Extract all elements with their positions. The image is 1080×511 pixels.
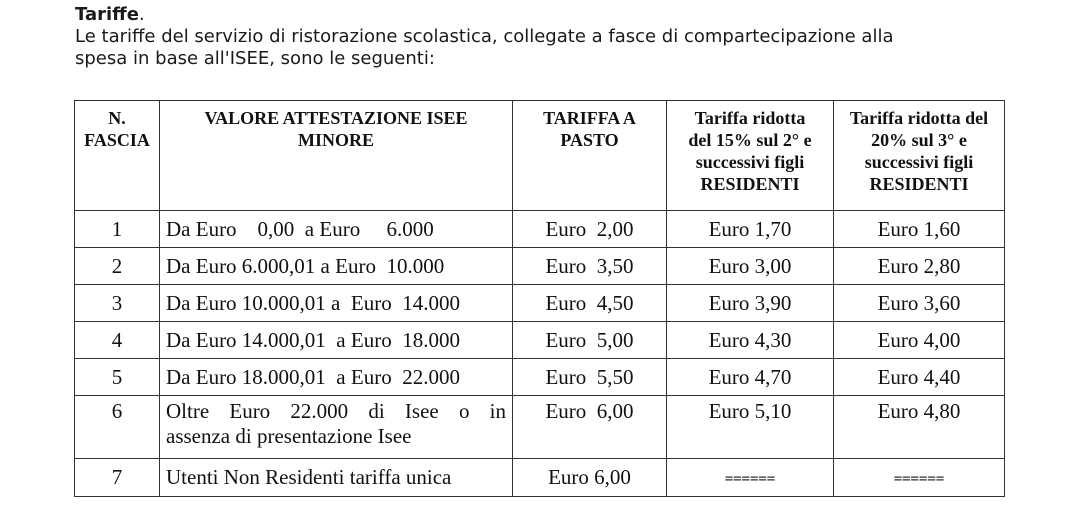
intro-text bbox=[75, 4, 1015, 70]
header-r15-line: RESIDENTI bbox=[700, 174, 800, 194]
header-r20-line: 20% sul 3° e bbox=[871, 130, 967, 150]
cell-valore-text: Da Euro 0,00 a Euro 6.000 bbox=[166, 216, 434, 241]
header-pasto-line: TARIFFA A bbox=[543, 108, 636, 128]
cell-ridotta-20: Euro 2,80 bbox=[834, 248, 1005, 285]
cell-pasto: Euro 6,00 bbox=[513, 396, 667, 459]
cell-ridotta-15: Euro 1,70 bbox=[667, 211, 834, 248]
cell-ridotta-15: Euro 4,70 bbox=[667, 359, 834, 396]
cell-pasto: Euro 5,00 bbox=[513, 322, 667, 359]
cell-valore bbox=[160, 322, 513, 359]
cell-dashes: ====== bbox=[724, 470, 776, 487]
cell-ridotta-20: Euro 4,00 bbox=[834, 322, 1005, 359]
table-row bbox=[75, 459, 1005, 497]
cell-valore bbox=[160, 248, 513, 285]
header-valore-line: VALORE ATTESTAZIONE ISEE bbox=[204, 108, 468, 128]
heading-dot: . bbox=[138, 4, 145, 25]
table-row bbox=[75, 211, 1005, 248]
header-pasto-line: PASTO bbox=[560, 130, 619, 150]
header-ridotta-20 bbox=[834, 101, 1005, 211]
cell-dashes: ====== bbox=[893, 470, 945, 487]
cell-valore-text: Utenti Non Residenti tariffa unica bbox=[166, 465, 452, 489]
cell-ridotta-15: Euro 3,00 bbox=[667, 248, 834, 285]
cell-ridotta-15: Euro 3,90 bbox=[667, 285, 834, 322]
table-header-row bbox=[75, 101, 1005, 211]
header-ridotta-15 bbox=[667, 101, 834, 211]
cell-valore bbox=[160, 211, 513, 248]
header-r20-line: successivi figli bbox=[864, 152, 974, 172]
heading-title: Tariffe bbox=[75, 4, 139, 25]
header-num-fascia bbox=[75, 101, 160, 211]
header-r15-line: del 15% sul 2° e bbox=[688, 130, 812, 150]
table-row bbox=[75, 322, 1005, 359]
header-valore-line: MINORE bbox=[298, 130, 374, 150]
cell-valore bbox=[160, 459, 513, 497]
cell-pasto: Euro 4,50 bbox=[513, 285, 667, 322]
cell-fascia: 5 bbox=[75, 359, 160, 396]
cell-ridotta-15: Euro 4,30 bbox=[667, 322, 834, 359]
cell-valore-text: Da Euro 6.000,01 a Euro 10.000 bbox=[166, 253, 445, 278]
table-row bbox=[75, 248, 1005, 285]
table-row bbox=[75, 359, 1005, 396]
header-r20-line: RESIDENTI bbox=[869, 174, 969, 194]
cell-fascia: 2 bbox=[75, 248, 160, 285]
cell-valore-text: Da Euro 14.000,01 a Euro 18.000 bbox=[166, 327, 460, 352]
intro-heading bbox=[75, 4, 1015, 26]
header-tariffa-pasto bbox=[513, 101, 667, 211]
cell-ridotta-20: Euro 4,80 bbox=[834, 396, 1005, 459]
intro-line-2: spesa in base all'ISEE, sono le seguenti: bbox=[75, 48, 435, 69]
table-row bbox=[75, 396, 1005, 459]
cell-ridotta-20: Euro 4,40 bbox=[834, 359, 1005, 396]
cell-valore-text: Oltre Euro 22.000 di Isee o in bbox=[166, 399, 506, 423]
cell-pasto: Euro 3,50 bbox=[513, 248, 667, 285]
cell-pasto: Euro 5,50 bbox=[513, 359, 667, 396]
cell-valore bbox=[160, 359, 513, 396]
cell-ridotta-15: Euro 5,10 bbox=[667, 396, 834, 459]
cell-ridotta-15 bbox=[667, 459, 834, 497]
cell-ridotta-20 bbox=[834, 459, 1005, 497]
header-num-line: FASCIA bbox=[84, 130, 150, 150]
cell-fascia: 3 bbox=[75, 285, 160, 322]
cell-fascia: 4 bbox=[75, 322, 160, 359]
cell-valore-text: Da Euro 10.000,01 a Euro 14.000 bbox=[166, 290, 460, 315]
header-num-line: N. bbox=[108, 108, 126, 128]
header-r15-line: successivi figli bbox=[695, 152, 805, 172]
cell-pasto: Euro 2,00 bbox=[513, 211, 667, 248]
header-r20-line: Tariffa ridotta del bbox=[849, 108, 989, 128]
header-valore-isee bbox=[160, 101, 513, 211]
cell-ridotta-20: Euro 1,60 bbox=[834, 211, 1005, 248]
cell-pasto: Euro 6,00 bbox=[513, 459, 667, 497]
intro-line-1: Le tariffe del servizio di ristorazione scolastica, collegate a fasce di compartecipazione alla bbox=[75, 26, 894, 47]
cell-valore bbox=[160, 285, 513, 322]
cell-fascia: 1 bbox=[75, 211, 160, 248]
cell-valore-text: assenza di presentazione Isee bbox=[166, 424, 412, 448]
cell-ridotta-20: Euro 3,60 bbox=[834, 285, 1005, 322]
tariffe-table bbox=[74, 100, 1005, 497]
cell-valore-text: Da Euro 18.000,01 a Euro 22.000 bbox=[166, 364, 460, 389]
cell-fascia: 7 bbox=[75, 459, 160, 497]
cell-fascia: 6 bbox=[75, 396, 160, 459]
cell-valore bbox=[160, 396, 513, 459]
header-r15-line: Tariffa ridotta bbox=[694, 108, 806, 128]
table-row bbox=[75, 285, 1005, 322]
